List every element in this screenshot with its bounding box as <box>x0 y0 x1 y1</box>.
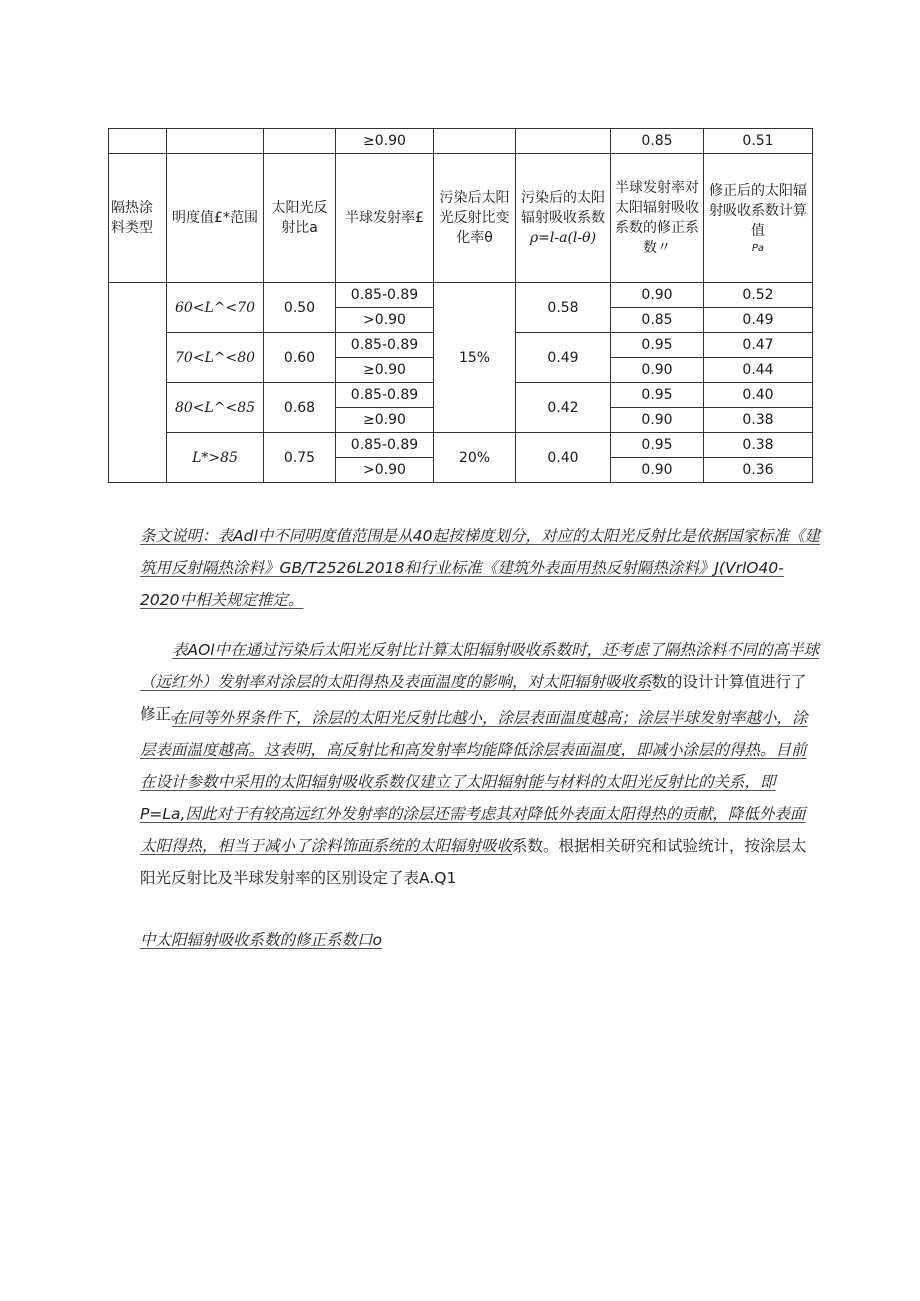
corrected-cell: 0.49 <box>704 308 813 333</box>
factor-cell: 0.95 <box>611 433 704 458</box>
header-corrected-absorption <box>704 154 813 283</box>
emissivity-cell: >0.90 <box>336 458 434 483</box>
note-paragraph-1 <box>140 520 820 616</box>
note-text: 数的设计计算值进行了修正。 <box>140 673 807 723</box>
factor-cell: 0.90 <box>611 458 704 483</box>
note-paragraph-3 <box>140 702 820 894</box>
header-corrected-absorption-symbol: Pa <box>751 243 765 254</box>
reflectance-cell: 0.60 <box>264 333 336 383</box>
emissivity-cell: 0.85-0.89 <box>336 283 434 308</box>
corrected-cell: 0.44 <box>704 358 813 383</box>
header-coating-type: 隔热涂料类型 <box>109 154 167 283</box>
factor-cell: 0.85 <box>611 308 704 333</box>
table-cell <box>434 129 516 154</box>
absorption-cell: 0.40 <box>516 433 611 483</box>
table-cell <box>264 129 336 154</box>
absorption-cell: 0.58 <box>516 283 611 333</box>
emissivity-cell: 0.85-0.89 <box>336 333 434 358</box>
header-solar-reflectance: 太阳光反射比a <box>264 154 336 283</box>
absorption-cell: 0.49 <box>516 333 611 383</box>
reflectance-cell: 0.68 <box>264 383 336 433</box>
note-paragraph-4 <box>140 924 820 956</box>
reflectance-cell: 0.75 <box>264 433 336 483</box>
absorption-cell: 0.42 <box>516 383 611 433</box>
table-cell: ≥0.90 <box>336 129 434 154</box>
absorption-coefficient-table <box>108 128 813 483</box>
emissivity-cell: ≥0.90 <box>336 358 434 383</box>
note-text: 表AOl中在通过污染后太阳光反射比计算太阳辐射吸收系数时，还考虑了隔热涂料不同的高半球（远红外）发射率对涂层的太阳得热及表面温度的影响，对太阳辐射吸收系 <box>140 641 820 691</box>
note-text: 中太阳辐射吸收系数的修正系数口o <box>140 931 382 949</box>
lightness-cell: 70<L^<80 <box>167 333 264 383</box>
header-lightness-range: 明度值£*范围 <box>167 154 264 283</box>
emissivity-cell: 0.85-0.89 <box>336 383 434 408</box>
emissivity-cell: ≥0.90 <box>336 408 434 433</box>
table-cell: 0.51 <box>704 129 813 154</box>
factor-cell: 0.95 <box>611 383 704 408</box>
reflectance-cell: 0.50 <box>264 283 336 333</box>
contamination-rate-cell: 15% <box>434 283 516 433</box>
table-row <box>109 433 813 458</box>
header-corrected-absorption-label: 修正后的太阳辐射吸收系数计算值 <box>709 183 807 239</box>
header-contaminated-absorption <box>516 154 611 283</box>
header-contaminated-absorption-label: 污染后的太阳辐射吸收系数 <box>521 190 605 226</box>
corrected-cell: 0.40 <box>704 383 813 408</box>
table-cell <box>109 129 167 154</box>
factor-cell: 0.90 <box>611 283 704 308</box>
header-emissivity: 半球发射率£ <box>336 154 434 283</box>
note-text: 在同等外界条件下，涂层的太阳光反射比越小，涂层表面温度越高；涂层半球发射率越小，涂层表面温度越高。这表明，高反射比和高发射率均能降低涂层表面温度，即减小涂层的得热。目前在设计参数中采用的太阳辐射吸收系数仅建立了太阳辐射能与材料的太阳光反射比的关系，即P=La,因此对于有较高远红外发射率的涂层还需考虑其对降低外表面太阳得热的贡献，降低外表面太阳得热，相当于减小了涂料饰面系统的太阳辐射吸收 <box>140 709 808 855</box>
note-text: 系数。根据相关研究和试验统计，按涂层太阳光反射比及半球发射率的区别设定了表A.Q1 <box>140 837 807 887</box>
lightness-cell: 60<L^<70 <box>167 283 264 333</box>
table-cell: 0.85 <box>611 129 704 154</box>
lightness-cell: L*>85 <box>167 433 264 483</box>
coating-type-cell <box>109 283 167 483</box>
corrected-cell: 0.36 <box>704 458 813 483</box>
header-contaminated-absorption-formula: ρ=l-a(l-θ) <box>529 230 597 246</box>
table-row <box>109 283 813 308</box>
emissivity-cell: >0.90 <box>336 308 434 333</box>
lightness-cell: 80<L^<85 <box>167 383 264 433</box>
emissivity-cell: 0.85-0.89 <box>336 433 434 458</box>
header-contamination-change: 污染后太阳光反射比变化率θ <box>434 154 516 283</box>
table-row <box>109 129 813 154</box>
note-text: 条文说明：表Adl中不同明度值范围是从40起按梯度划分，对应的太阳光反射比是依据国家标准《建筑用反射隔热涂料》GB/T2526L2018和行业标准《建筑外表面用热反射隔热涂料》J(VrlO40-2020中相关规定推定。 <box>140 527 820 609</box>
table-header-row <box>109 154 813 283</box>
contamination-rate-cell: 20% <box>434 433 516 483</box>
corrected-cell: 0.47 <box>704 333 813 358</box>
factor-cell: 0.90 <box>611 408 704 433</box>
table-cell <box>167 129 264 154</box>
factor-cell: 0.95 <box>611 333 704 358</box>
corrected-cell: 0.52 <box>704 283 813 308</box>
table-cell <box>516 129 611 154</box>
header-correction-factor: 半球发射率对太阳辐射吸收系数的修正系数〃 <box>611 154 704 283</box>
factor-cell: 0.90 <box>611 358 704 383</box>
corrected-cell: 0.38 <box>704 433 813 458</box>
corrected-cell: 0.38 <box>704 408 813 433</box>
